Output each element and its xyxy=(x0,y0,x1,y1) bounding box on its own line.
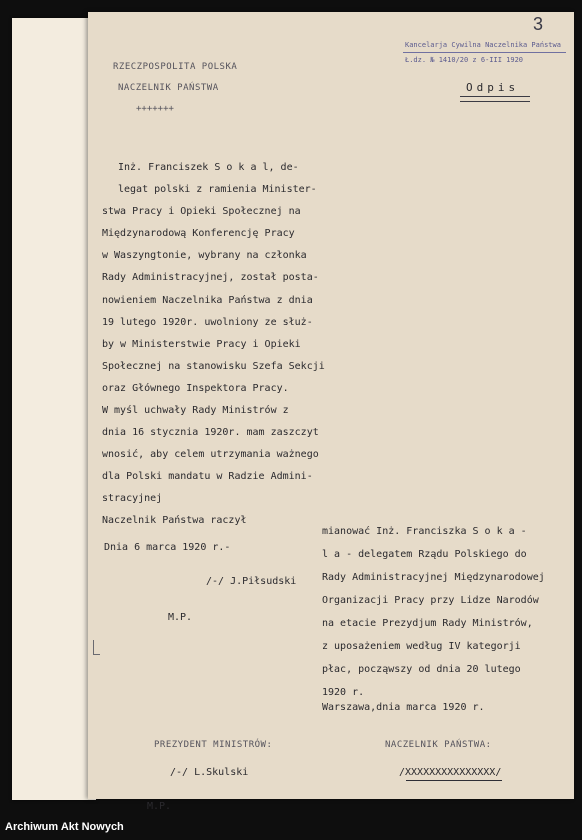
paragraph-line: oraz Głównego Inspektora Pracy. xyxy=(102,383,289,394)
head-of-state-signature: /XXXXXXXXXXXXXXX/ xyxy=(399,767,502,778)
page-number: 3 xyxy=(533,14,544,34)
decree-line: 1920 r. xyxy=(322,687,365,698)
letterhead-ornament: +++++++ xyxy=(136,104,174,114)
issue-date: Dnia 6 marca 1920 r.- xyxy=(104,542,231,553)
paragraph-line: Inż. Franciszek S o k a l, de- xyxy=(118,162,299,173)
place-and-date: Warszawa,dnia marca 1920 r. xyxy=(322,702,485,713)
registry-stamp-line-2: Ł.dz. № 1410/20 z 6-III 1920 xyxy=(405,56,524,64)
copy-mark-underline-2 xyxy=(460,101,530,102)
registry-stamp-rule xyxy=(403,52,566,53)
signature-pilsudski: /-/ J.Piłsudski xyxy=(206,576,297,587)
archive-label: Archiwum Akt Nowych xyxy=(5,821,124,833)
paragraph-line: wnosić, aby celem utrzymania ważnego xyxy=(102,449,319,460)
paragraph-line: stracyjnej xyxy=(102,493,163,504)
seal-mark-bottom: M.P. xyxy=(147,801,172,812)
decree-line: z uposażeniem według IV kategorji xyxy=(322,641,521,652)
paragraph-line: Naczelnik Państwa raczył xyxy=(102,515,247,526)
archive-footer xyxy=(0,815,582,840)
copy-mark: Odpis xyxy=(466,81,520,94)
paragraph-line: legat polski z ramienia Minister- xyxy=(118,184,317,195)
paragraph-line: W myśl uchwały Rady Ministrów z xyxy=(102,405,289,416)
paragraph-line: nowieniem Naczelnika Państwa z dnia xyxy=(102,295,313,306)
margin-bracket-mark xyxy=(93,640,100,655)
president-title: PREZYDENT MINISTRÓW: xyxy=(154,740,273,750)
paragraph-line: Społecznej na stanowisku Szefa Sekcji xyxy=(102,361,325,372)
decree-line: Organizacji Pracy przy Lidze Narodów xyxy=(322,595,539,606)
signature-skulski: /-/ L.Skulski xyxy=(170,767,249,778)
underlying-page xyxy=(12,18,96,800)
head-of-state-title: NACZELNIK PAŃSTWA: xyxy=(385,740,492,750)
decree-line: na etacie Prezydjum Rady Ministrów, xyxy=(322,618,533,629)
paragraph-line: stwa Pracy i Opieki Społecznej na xyxy=(102,206,301,217)
copy-mark-underline xyxy=(460,96,530,97)
decree-line: mianować Inż. Franciszka S o k a - xyxy=(322,526,527,537)
decree-line: płac, począwszy od dnia 20 lutego xyxy=(322,664,521,675)
paragraph-line: by w Ministerstwie Pracy i Opieki xyxy=(102,339,301,350)
paragraph-line: dnia 16 stycznia 1920r. mam zaszczyt xyxy=(102,427,319,438)
letterhead-line-2: NACZELNIK PAŃSTWA xyxy=(118,83,219,93)
registry-stamp-line-1: Kancelarja Cywilna Naczelnika Państwa xyxy=(405,41,561,49)
signature-rule xyxy=(406,780,502,781)
paragraph-line: Międzynarodową Konferencję Pracy xyxy=(102,228,295,239)
paragraph-line: w Waszyngtonie, wybrany na członka xyxy=(102,250,307,261)
paragraph-line: Rady Administracyjnej, został posta- xyxy=(102,272,319,283)
document-page xyxy=(88,12,574,799)
seal-mark-left: M.P. xyxy=(168,612,193,623)
paragraph-line: 19 lutego 1920r. uwolniony ze służ- xyxy=(102,317,313,328)
decree-line: Rady Administracyjnej Międzynarodowej xyxy=(322,572,545,583)
letterhead-line-1: RZECZPOSPOLITA POLSKA xyxy=(113,62,238,72)
decree-line: l a - delegatem Rządu Polskiego do xyxy=(322,549,527,560)
paragraph-line: dla Polski mandatu w Radzie Admini- xyxy=(102,471,313,482)
